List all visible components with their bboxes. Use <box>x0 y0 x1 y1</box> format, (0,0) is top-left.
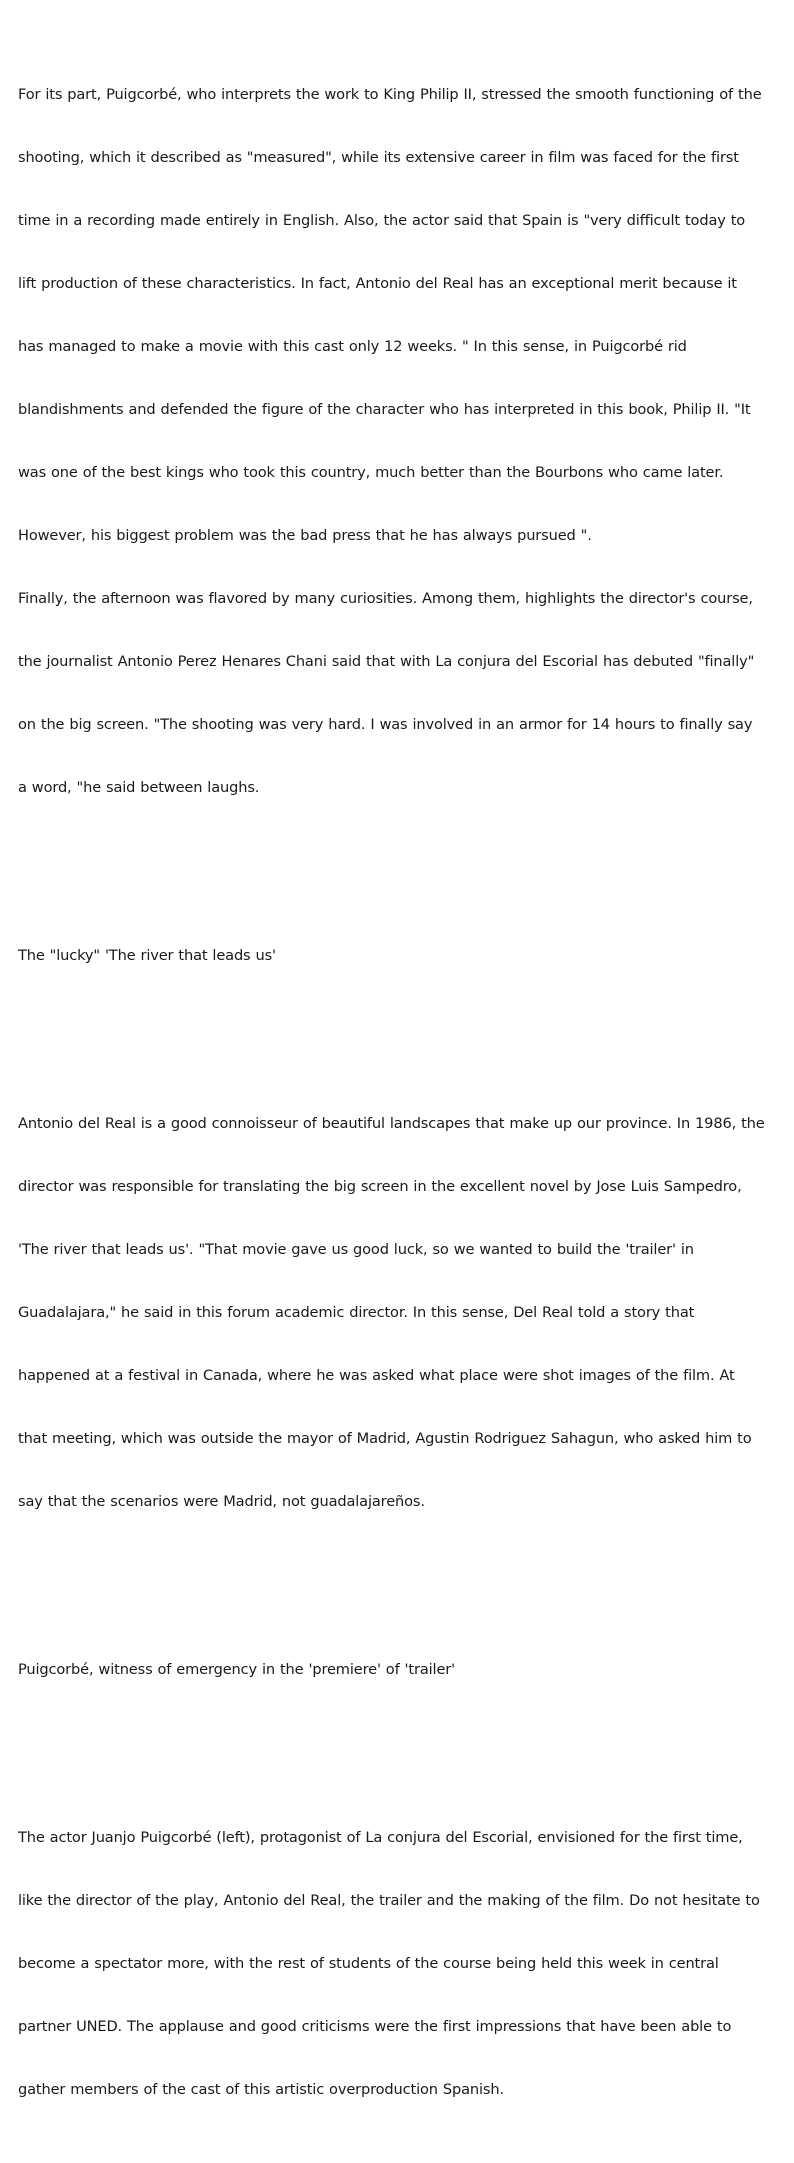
section-heading-premiere: Puigcorbé, witness of emergency in the 'premiere' of 'trailer' <box>18 1661 455 1678</box>
text-line: blandishments and defended the figure of the character who has interpreted in this book, Philip II. "It <box>18 401 751 418</box>
text-line: gather members of the cast of this artistic overproduction Spanish. <box>18 2081 504 2098</box>
text-line: director was responsible for translating the big screen in the excellent novel by Jose Luis Sampedro, <box>18 1178 742 1195</box>
article-body <box>18 0 790 2163</box>
spacer <box>18 882 790 903</box>
text-line: a word, "he said between laughs. <box>18 779 260 796</box>
paragraph-3 <box>18 1785 790 2142</box>
text-line: on the big screen. "The shooting was very hard. I was involved in an armor for 14 hours to finally say <box>18 716 753 733</box>
text-line: that meeting, which was outside the mayor of Madrid, Agustin Rodriguez Sahagun, who asked him to <box>18 1430 752 1447</box>
section-heading-lucky: The "lucky" 'The river that leads us' <box>18 947 276 964</box>
text-line: Guadalajara," he said in this forum academic director. In this sense, Del Real told a story that <box>18 1304 695 1321</box>
text-line: 'The river that leads us'. "That movie gave us good luck, so we wanted to build the 'trailer' in <box>18 1241 694 1258</box>
text-line: Antonio del Real is a good connoisseur of beautiful landscapes that make up our province. In 1986, the <box>18 1115 765 1132</box>
text-line: say that the scenarios were Madrid, not guadalajareños. <box>18 1493 425 1510</box>
text-line: happened at a festival in Canada, where he was asked what place were shot images of the film. At <box>18 1367 735 1384</box>
text-line: was one of the best kings who took this country, much better than the Bourbons who came later. <box>18 464 724 481</box>
spacer <box>18 1596 790 1617</box>
paragraph-2 <box>18 1071 790 1554</box>
text-line: time in a recording made entirely in English. Also, the actor said that Spain is "very difficult today to <box>18 212 746 229</box>
text-line: has managed to make a movie with this cast only 12 weeks. " In this sense, in Puigcorbé rid <box>18 338 687 355</box>
paragraph-1 <box>18 42 790 840</box>
text-line: For its part, Puigcorbé, who interprets the work to King Philip II, stressed the smooth functioning of the <box>18 86 762 103</box>
text-line: lift production of these characteristics. In fact, Antonio del Real has an exceptional merit because it <box>18 275 737 292</box>
text-line: like the director of the play, Antonio del Real, the trailer and the making of the film. Do not hesitate to <box>18 1892 760 1909</box>
text-line: the journalist Antonio Perez Henares Chani said that with La conjura del Escorial has debuted "finally" <box>18 653 755 670</box>
text-line: However, his biggest problem was the bad press that he has always pursued ". <box>18 527 592 544</box>
text-line: Finally, the afternoon was flavored by many curiosities. Among them, highlights the director's course, <box>18 590 753 607</box>
text-line: partner UNED. The applause and good criticisms were the first impressions that have been able to <box>18 2018 732 2035</box>
spacer <box>18 1722 790 1743</box>
spacer <box>18 1008 790 1029</box>
text-line: shooting, which it described as "measured", while its extensive career in film was faced for the first <box>18 149 739 166</box>
text-line: The actor Juanjo Puigcorbé (left), protagonist of La conjura del Escorial, envisioned for the first time, <box>18 1829 743 1846</box>
text-line: become a spectator more, with the rest of students of the course being held this week in central <box>18 1955 719 1972</box>
